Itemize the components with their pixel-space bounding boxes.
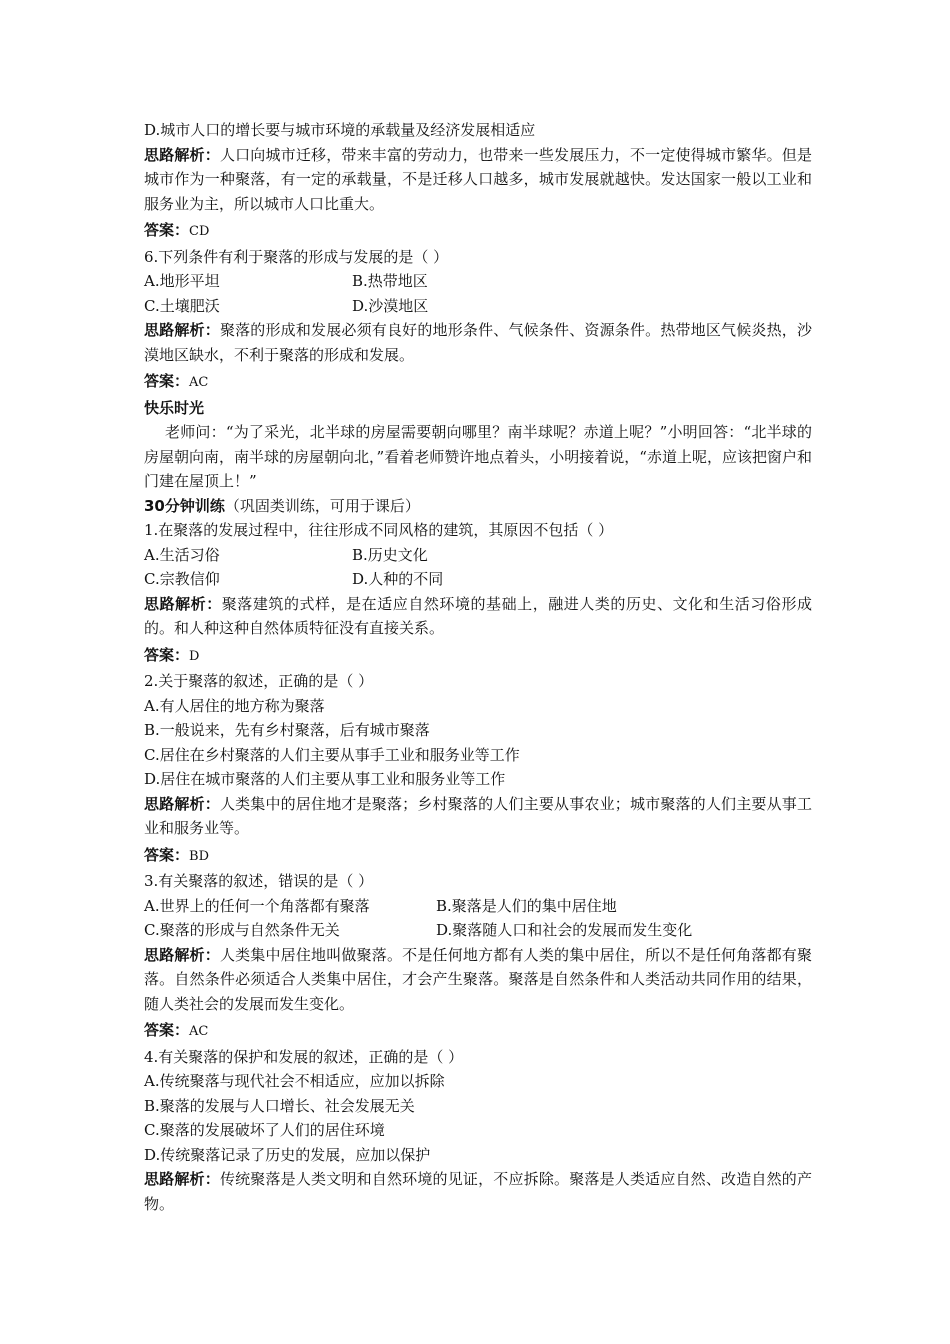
- analysis-text: 人类集中居住地叫做聚落。不是任何地方都有人类的集中居住，所以不是任何角落都有聚落。自然条件必须适合人类集中居住，才会产生聚落。聚落是自然条件和人类活动共同作用的结果，随人类社会的发展而发生变化。: [144, 945, 812, 1013]
- option: D.聚落随人口和社会的发展而发生变化: [436, 921, 693, 939]
- analysis-label: 思路解析：: [144, 321, 220, 339]
- answer-value: CD: [189, 224, 210, 239]
- text-line: B.一般说来，先有乡村聚落，后有城市聚落: [144, 721, 430, 739]
- document-page: [144, 118, 812, 1218]
- text-line: A.有人居住的地方称为聚落: [144, 696, 325, 715]
- analysis-text: 聚落的形成和发展必须有良好的地形条件、气候条件、资源条件。热带地区气候炎热，沙漠地区缺水，不利于聚落的形成和发展。: [144, 321, 812, 364]
- analysis-label: 思路解析：: [144, 794, 220, 813]
- text-line: D.传统聚落记录了历史的发展，应加以保护: [144, 1145, 431, 1164]
- option: A.生活习俗: [144, 545, 220, 564]
- analysis: [144, 1167, 812, 1216]
- text-line: 2.关于聚落的叙述，正确的是（ ）: [144, 672, 374, 690]
- text-line: D.城市人口的增长要与城市环境的承载量及经济发展相适应: [144, 121, 536, 139]
- text-line: C.聚落的发展破坏了人们的居住环境: [144, 1121, 385, 1139]
- option: C.土壤肥沃: [144, 296, 220, 315]
- text-line: D.居住在城市聚落的人们主要从事工业和服务业等工作: [144, 770, 506, 788]
- option: B.历史文化: [352, 545, 428, 564]
- answer: [144, 1018, 812, 1045]
- option: B.热带地区: [352, 272, 428, 290]
- answer-value: D: [189, 648, 200, 664]
- option-row: [144, 567, 812, 592]
- text-line: 6.下列条件有利于聚落的形成与发展的是（ ）: [144, 247, 449, 266]
- analysis: [144, 318, 812, 367]
- heading-title: 快乐时光: [144, 398, 205, 417]
- story-paragraph: 老师问：“为了采光，北半球的房屋需要朝向哪里？南半球呢？赤道上呢？”小明回答：“北半球的房屋朝向南，南半球的房屋朝向北，”看着老师赞许地点着头，小明接着说，“赤道上呢，应该把窗户和门建在屋顶上！”: [144, 423, 812, 490]
- answer-value: AC: [189, 1024, 209, 1039]
- answer-label: 答案：: [144, 645, 190, 664]
- option: A.地形平坦: [144, 272, 220, 290]
- analysis-label: 思路解析：: [144, 145, 220, 164]
- section-heading: [144, 396, 812, 421]
- option: D.沙漠地区: [352, 296, 429, 315]
- option-row: [144, 918, 812, 943]
- answer: [144, 218, 812, 245]
- option: D.人种的不同: [352, 570, 444, 588]
- heading-note: （巩固类训练，可用于课后）: [224, 496, 420, 515]
- analysis: [144, 143, 812, 217]
- option-row: [144, 269, 812, 294]
- option: B.聚落是人们的集中居住地: [436, 896, 617, 915]
- text-line: 1.在聚落的发展过程中，往往形成不同风格的建筑，其原因不包括（ ）: [144, 521, 614, 539]
- heading-title: 30分钟训练: [144, 496, 225, 515]
- option: C.宗教信仰: [144, 570, 220, 588]
- answer-label: 答案：: [144, 845, 190, 864]
- analysis-text: 人类集中的居住地才是聚落；乡村聚落的人们主要从事农业；城市聚落的人们主要从事工业和服务业等。: [144, 794, 812, 837]
- answer: [144, 369, 812, 396]
- analysis-label: 思路解析：: [144, 594, 222, 613]
- option: A.世界上的任何一个角落都有聚落: [144, 896, 370, 915]
- section-heading: [144, 494, 812, 519]
- text-line: B.聚落的发展与人口增长、社会发展无关: [144, 1096, 415, 1115]
- text-line: A.传统聚落与现代社会不相适应，应加以拆除: [144, 1072, 445, 1090]
- option-row: [144, 543, 812, 568]
- analysis-label: 思路解析：: [144, 945, 220, 964]
- option-row: [144, 894, 812, 919]
- answer-label: 答案：: [144, 221, 190, 239]
- analysis-text: 传统聚落是人类文明和自然环境的见证，不应拆除。聚落是人类适应自然、改造自然的产物。: [144, 1170, 812, 1213]
- text-line: 3.有关聚落的叙述，错误的是（ ）: [144, 872, 374, 890]
- answer-label: 答案：: [144, 1021, 190, 1039]
- analysis: [144, 592, 812, 641]
- answer-value: BD: [189, 848, 209, 864]
- option: C.聚落的形成与自然条件无关: [144, 921, 340, 939]
- answer-label: 答案：: [144, 372, 190, 390]
- answer: [144, 643, 812, 670]
- text-line: 4.有关聚落的保护和发展的叙述，正确的是（ ）: [144, 1047, 464, 1066]
- analysis-text: 人口向城市迁移，带来丰富的劳动力，也带来一些发展压力，不一定使得城市繁华。但是城市作为一种聚落，有一定的承载量，不是迁移人口越多，城市发展就越快。发达国家一般以工业和服务业为主，所以城市人口比重大。: [144, 145, 812, 213]
- analysis-label: 思路解析：: [144, 1170, 220, 1188]
- analysis-text: 聚落建筑的式样，是在适应自然环境的基础上，融进人类的历史、文化和生活习俗形成的。和人种这种自然体质特征没有直接关系。: [144, 594, 812, 637]
- analysis: [144, 792, 812, 841]
- answer: [144, 843, 812, 870]
- text-line: C.居住在乡村聚落的人们主要从事手工业和服务业等工作: [144, 745, 520, 764]
- answer-value: AC: [189, 375, 209, 390]
- option-row: [144, 294, 812, 319]
- analysis: [144, 943, 812, 1017]
